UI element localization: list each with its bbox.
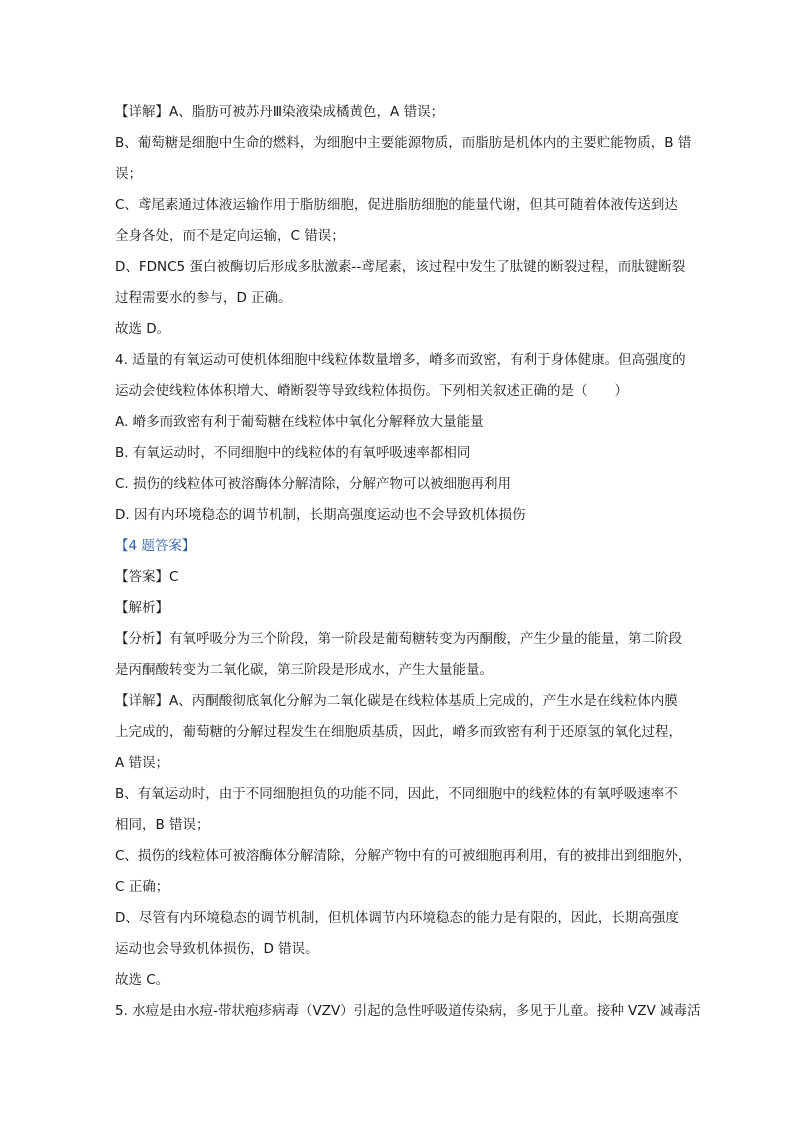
q4-detail-a-line3: A 错误； <box>115 755 170 771</box>
q3-detail-b-line1: B、葡萄糖是细胞中生命的燃料，为细胞中主要能源物质，而脂肪是机体内的主要贮能物质，B 错 <box>115 135 692 151</box>
q4-detail-c-line2: C 正确； <box>115 879 170 895</box>
q4-detail-c-line1: C、损伤的线粒体可被溶酶体分解清除，分解产物中有的可被细胞再利用，有的被排出到细胞外， <box>115 848 692 864</box>
q4-detail-a-line2: 上完成的，葡萄糖的分解过程发生在细胞质基质，因此，嵴多而致密有利于还原氢的氧化过程， <box>115 724 682 740</box>
q4-detail-d-line2: 运动也会导致机体损伤，D 错误。 <box>115 941 319 957</box>
document-page <box>115 97 705 1027</box>
q3-conclusion: 故选 D。 <box>115 321 171 337</box>
q4-analysis-header: 【解析】 <box>115 600 169 616</box>
q4-answer-header: 【4 题答案】 <box>115 538 196 554</box>
q3-detail-c-line2: 全身各处，而不是定向运输，C 错误； <box>115 228 345 244</box>
q4-analysis-line2: 是丙酮酸转变为二氧化碳，第三阶段是形成水，产生大量能量。 <box>115 662 493 678</box>
q4-answer: 【答案】C <box>115 569 179 585</box>
q4-detail-d-line1: D、尽管有内环境稳态的调节机制，但机体调节内环境稳态的能力是有限的，因此，长期高强度 <box>115 910 679 926</box>
q4-stem-line1: 4. 适量的有氧运动可使机体细胞中线粒体数量增多，嵴多而致密，有利于身体健康。但高强度的 <box>115 352 686 368</box>
q5-stem-line1: 5. 水痘是由水痘-带状疱疹病毒（VZV）引起的急性呼吸道传染病，多见于儿童。接种 VZV 减毒活 <box>115 1003 701 1019</box>
q3-detail-d-line2: 过程需要水的参与，D 正确。 <box>115 290 292 306</box>
q4-detail-b-line1: B、有氧运动时，由于不同细胞担负的功能不同，因此，不同细胞中的线粒体的有氧呼吸速率不 <box>115 786 678 802</box>
q4-conclusion: 故选 C。 <box>115 972 170 988</box>
q4-detail-a-line1: 【详解】A、丙酮酸彻底氧化分解为二氧化碳是在线粒体基质上完成的，产生水是在线粒体内膜 <box>115 693 678 709</box>
q3-detail-d-line1: D、FDNC5 蛋白被酶切后形成多肽激素--鸢尾素，该过程中发生了肽键的断裂过程，而肽键断裂 <box>115 259 686 275</box>
q3-detail-c-line1: C、鸢尾素通过体液运输作用于脂肪细胞，促进脂肪细胞的能量代谢，但其可随着体液传送到达 <box>115 197 678 213</box>
q3-detail-a: 【详解】A、脂肪可被苏丹Ⅲ染液染成橘黄色，A 错误； <box>115 104 445 120</box>
q4-detail-b-line2: 相同，B 错误； <box>115 817 210 833</box>
q4-option-a: A. 嵴多而致密有利于葡萄糖在线粒体中氧化分解释放大量能量 <box>115 414 484 430</box>
q4-option-c: C. 损伤的线粒体可被溶酶体分解清除，分解产物可以被细胞再利用 <box>115 476 512 492</box>
q4-analysis-line1: 【分析】有氧呼吸分为三个阶段，第一阶段是葡萄糖转变为丙酮酸，产生少量的能量，第二阶段 <box>115 631 682 647</box>
q4-stem-line2: 运动会使线粒体体积增大、嵴断裂等导致线粒体损伤。下列相关叙述正确的是（ ） <box>115 383 628 399</box>
q4-option-b: B. 有氧运动时，不同细胞中的线粒体的有氧呼吸速率都相同 <box>115 445 471 461</box>
q3-detail-b-line2: 误； <box>115 166 142 182</box>
q4-option-d: D. 因有内环境稳态的调节机制，长期高强度运动也不会导致机体损伤 <box>115 507 526 523</box>
